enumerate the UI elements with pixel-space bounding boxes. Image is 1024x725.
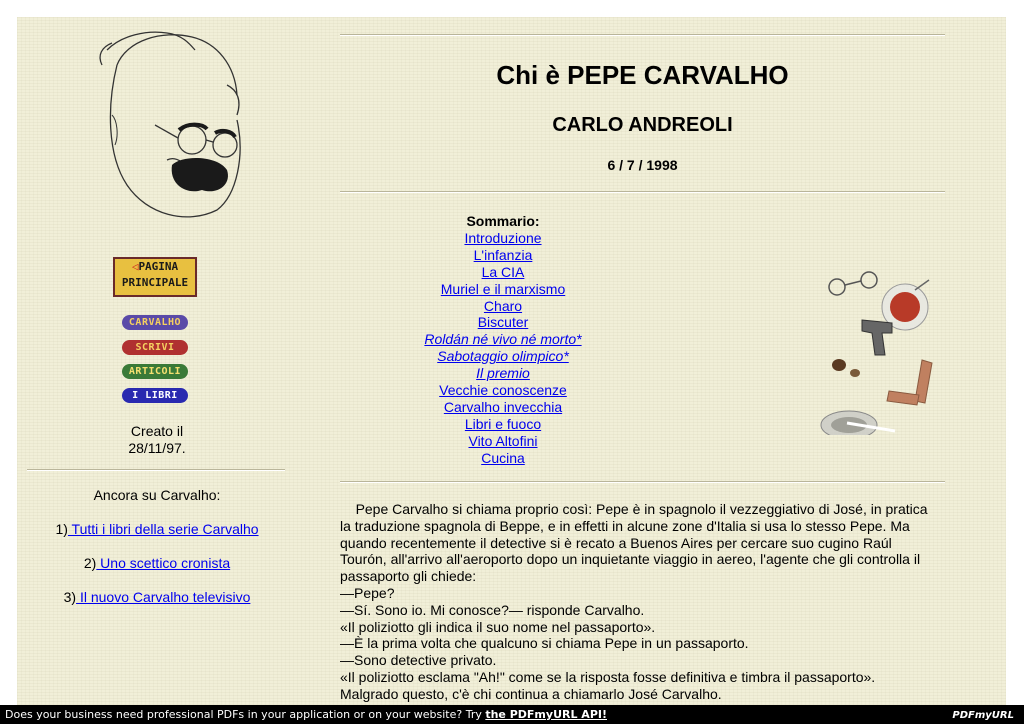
home-button-line2: PRINCIPALE — [121, 276, 189, 289]
content-divider — [340, 481, 945, 483]
left-divider — [27, 469, 285, 471]
toc-link-introduzione[interactable]: Introduzione — [464, 229, 542, 246]
created-label: Creato il — [130, 423, 184, 439]
more-title: Ancora su Carvalho: — [93, 487, 221, 503]
nav-articoli-button[interactable]: ARTICOLI — [122, 364, 188, 379]
toc-link-biscuter[interactable]: Biscuter — [477, 314, 529, 331]
more-link-2: 2) Uno scettico cronista — [83, 555, 231, 571]
toc-link-muriel[interactable]: Muriel e il marxismo — [440, 280, 566, 297]
more-about-carvalho — [27, 487, 287, 623]
pdfmyurl-api-link[interactable]: the PDFmyURL API! — [485, 708, 607, 721]
toc-link-sabotaggio[interactable]: Sabotaggio olimpico* — [437, 348, 569, 365]
header-divider — [340, 191, 945, 193]
top-divider — [340, 34, 945, 36]
toc-link-libri-fuoco[interactable]: Libri e fuoco — [464, 415, 542, 432]
link-tutti-i-libri[interactable]: Tutti i libri della serie Carvalho — [67, 521, 259, 537]
more-link-3: 3) Il nuovo Carvalho televisivo — [63, 589, 251, 605]
toc-link-vecchie-conoscenze[interactable]: Vecchie conoscenze — [439, 382, 567, 399]
still-life-illustration — [797, 245, 947, 435]
article-body — [340, 501, 940, 703]
toc-link-roldan[interactable]: Roldán né vivo né morto* — [424, 331, 582, 348]
nav-scrivi-button[interactable]: SCRIVI — [122, 340, 188, 355]
page — [17, 17, 1006, 705]
dialogue-line-7: Malgrado questo, c'è chi continua a chiamarlo José Carvalho. — [340, 685, 722, 702]
dialogue-line-6: «Il poliziotto esclama "Ah!" come se la risposta fosse definitiva e timbra il passaporto». — [340, 668, 876, 685]
carvalho-portrait-sketch — [77, 25, 247, 230]
pdfmyurl-logo: PDFmyURL — [952, 710, 1014, 721]
toc-title: Sommario: — [466, 213, 540, 229]
dialogue-line-4: —È la prima volta che qualcuno si chiama Pepe in un passaporto. — [340, 635, 749, 652]
dialogue-line-2: —Sí. Sono io. Mi conosce?— risponde Carvalho. — [340, 601, 645, 618]
toc-link-carvalho-invecchia[interactable]: Carvalho invecchia — [443, 398, 563, 415]
toc-link-vito-altofini[interactable]: Vito Altofini — [468, 432, 538, 449]
more-link-1: 1) Tutti i libri della serie Carvalho — [55, 521, 259, 537]
dialogue-line-3: «Il poliziotto gli indica il suo nome nel passaporto». — [340, 618, 656, 635]
dialogue-line-1: —Pepe? — [340, 584, 395, 601]
nav-carvalho-button[interactable]: CARVALHO — [122, 315, 188, 330]
toc-link-cucina[interactable]: Cucina — [481, 449, 525, 466]
home-button-line1: ◁PAGINA — [131, 260, 179, 273]
publish-date: 6 / 7 / 1998 — [607, 157, 678, 173]
toc-link-infanzia[interactable]: L'infanzia — [473, 246, 533, 263]
home-page-button[interactable] — [113, 257, 197, 297]
promo-message: Does your business need professional PDFs in your application or on your website? Try the PDFmyURL API! — [5, 708, 607, 721]
author-name: CARLO ANDREOLI — [552, 114, 733, 136]
pdf-promo-banner — [0, 705, 1024, 724]
created-value: 28/11/97. — [128, 440, 186, 456]
table-of-contents — [387, 213, 619, 467]
dialogue-line-5: —Sono detective privato. — [340, 652, 497, 669]
nav-libri-button[interactable]: I LIBRI — [122, 388, 188, 403]
back-arrow-icon: ◁ — [131, 260, 139, 273]
created-date — [87, 423, 227, 457]
toc-link-premio[interactable]: Il premio — [476, 365, 530, 382]
link-scettico-cronista[interactable]: Uno scettico cronista — [96, 555, 231, 571]
toc-link-cia[interactable]: La CIA — [481, 263, 525, 280]
toc-link-charo[interactable]: Charo — [483, 297, 523, 314]
article-paragraph: Pepe Carvalho si chiama proprio così: Pepe è in spagnolo il vezzeggiativo di José, in pratica la traduzione spagnola di Beppe, e in effetti in alcune zone d'Italia si usa lo stesso Pepe. Ma quando recentemente il detective si è recato a Buenos Aires per cercare suo cugino Raúl Tourón, all'arrivo all'aeroporto dopo un inquietante viaggio in aereo, l'agente che gli controlla il passaporto gli chiede: — [340, 501, 932, 585]
link-nuovo-carvalho-tv[interactable]: Il nuovo Carvalho televisivo — [76, 589, 251, 605]
page-title: Chi è PEPE CARVALHO — [496, 60, 789, 90]
